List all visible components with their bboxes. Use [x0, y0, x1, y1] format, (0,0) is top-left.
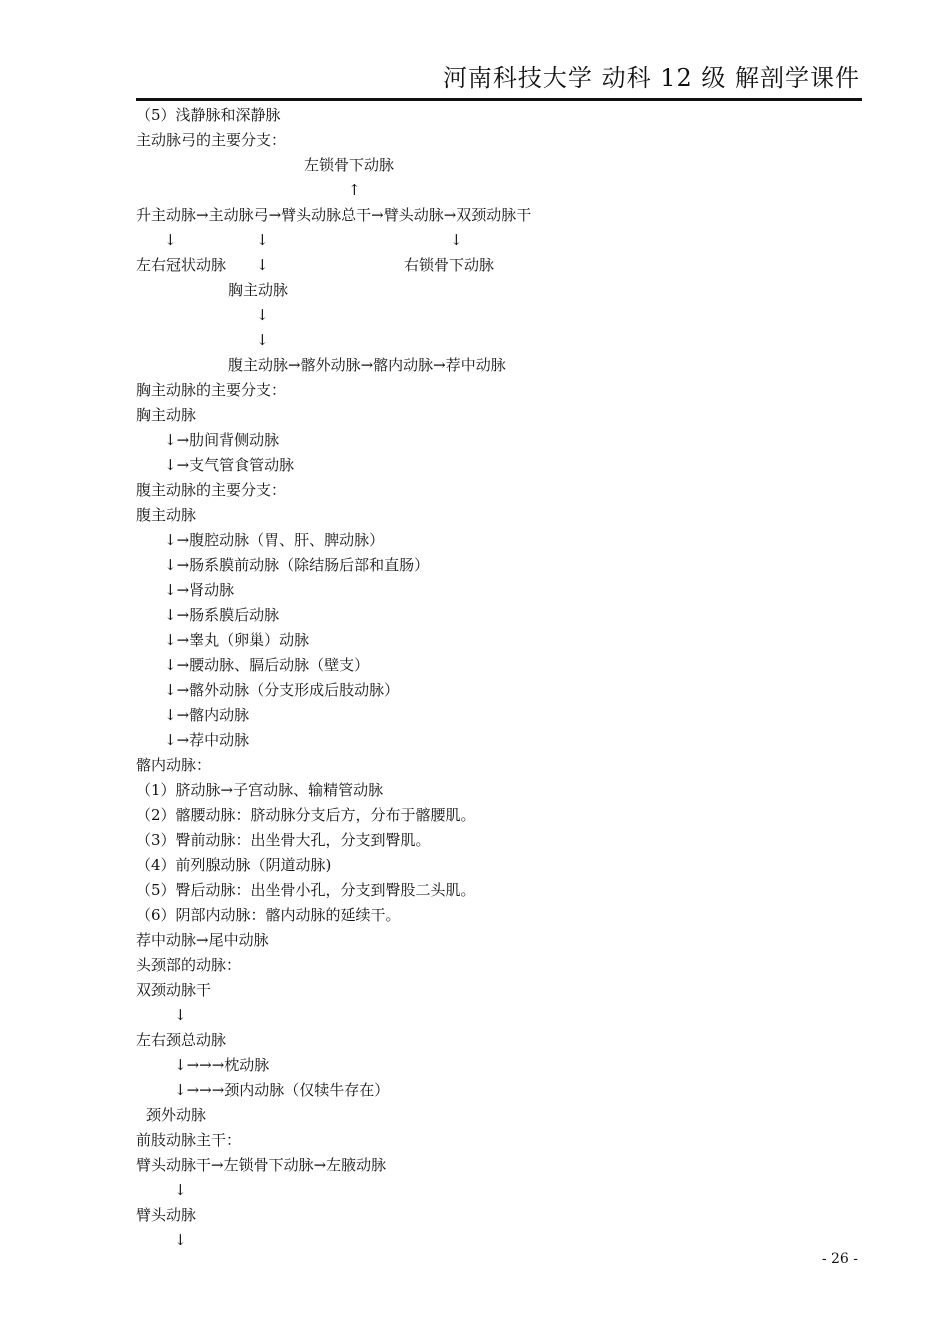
text-line: 双颈动脉干 [136, 981, 212, 999]
text-line: 荐中动脉→尾中动脉 [136, 931, 269, 949]
section-heading: 髂内动脉： [136, 756, 212, 774]
section-heading: 胸主动脉的主要分支： [136, 381, 287, 399]
arrow-down: ↓ [256, 331, 269, 349]
branch-item: ↓→支气管食管动脉 [164, 456, 295, 474]
numbered-item: （1）脐动脉→子宫动脉、输精管动脉 [136, 781, 384, 799]
branch-item: ↓→睾丸（卵巢）动脉 [164, 631, 310, 649]
section-heading: （5）浅静脉和深静脉 [136, 106, 281, 124]
text-line: 左右颈总动脉 [136, 1031, 227, 1049]
page-header [136, 62, 862, 101]
branch-item: ↓→→→颈内动脉（仅犊牛存在） [174, 1081, 390, 1099]
branch-item: ↓→肠系膜前动脉（除结肠后部和直肠） [164, 556, 430, 574]
branch-item: ↓→肾动脉 [164, 581, 235, 599]
branch-item: ↓→肠系膜后动脉 [164, 606, 280, 624]
arrow-down: ↓ [174, 1231, 187, 1249]
section-heading: 头颈部的动脉： [136, 956, 242, 974]
branch-item: ↓→腰动脉、膈后动脉（壁支） [164, 656, 370, 674]
diagram-text: 胸主动脉 [228, 281, 289, 299]
section-heading: 主动脉弓的主要分支： [136, 131, 287, 149]
arrow-down: ↓ [164, 231, 177, 249]
text-line: 腹主动脉 [136, 506, 197, 524]
numbered-item: （2）髂腰动脉：脐动脉分支后方，分布于髂腰肌。 [136, 806, 476, 824]
arrow-down: ↓ [256, 306, 269, 324]
arrow-down: ↓ [450, 231, 463, 249]
arrow-down: ↓ [256, 231, 269, 249]
numbered-item: （3）臀前动脉：出坐骨大孔，分支到臀肌。 [136, 831, 431, 849]
section-heading: 腹主动脉的主要分支： [136, 481, 287, 499]
page-number: - 26 - [821, 1251, 858, 1267]
arrow-down: ↓ [256, 256, 269, 274]
text-line: 颈外动脉 [146, 1106, 207, 1124]
branch-item: ↓→腹腔动脉（胃、肝、脾动脉） [164, 531, 385, 549]
branch-item: ↓→荐中动脉 [164, 731, 250, 749]
branch-item: ↓→肋间背侧动脉 [164, 431, 280, 449]
numbered-item: （6）阴部内动脉：髂内动脉的延续干。 [136, 906, 401, 924]
text-line: 胸主动脉 [136, 406, 197, 424]
branch-item: ↓→髂外动脉（分支形成后肢动脉） [164, 681, 400, 699]
text-line: 臂头动脉 [136, 1206, 197, 1224]
diagram-text: 腹主动脉→髂外动脉→髂内动脉→荐中动脉 [228, 356, 506, 374]
branch-item: ↓→→→枕动脉 [174, 1056, 270, 1074]
numbered-item: （4）前列腺动脉（阴道动脉) [136, 856, 332, 874]
arrow-up: ↑ [348, 181, 361, 199]
section-heading: 前肢动脉主干： [136, 1131, 242, 1149]
diagram-text: 右锁骨下动脉 [404, 256, 495, 274]
header-title: 河南科技大学 动科 12 级 解剖学课件 [442, 64, 860, 92]
arrow-down: ↓ [174, 1006, 187, 1024]
numbered-item: （5）臀后动脉：出坐骨小孔，分支到臀股二头肌。 [136, 881, 476, 899]
diagram-text: 臂头动脉干→左锁骨下动脉→左腋动脉 [136, 1156, 387, 1174]
diagram-text: 左右冠状动脉 [136, 256, 227, 274]
diagram-text: 左锁骨下动脉 [304, 156, 395, 174]
arrow-down: ↓ [174, 1181, 187, 1199]
diagram-text: 升主动脉→主动脉弓→臂头动脉总干→臂头动脉→双颈动脉干 [136, 206, 532, 224]
branch-item: ↓→髂内动脉 [164, 706, 250, 724]
